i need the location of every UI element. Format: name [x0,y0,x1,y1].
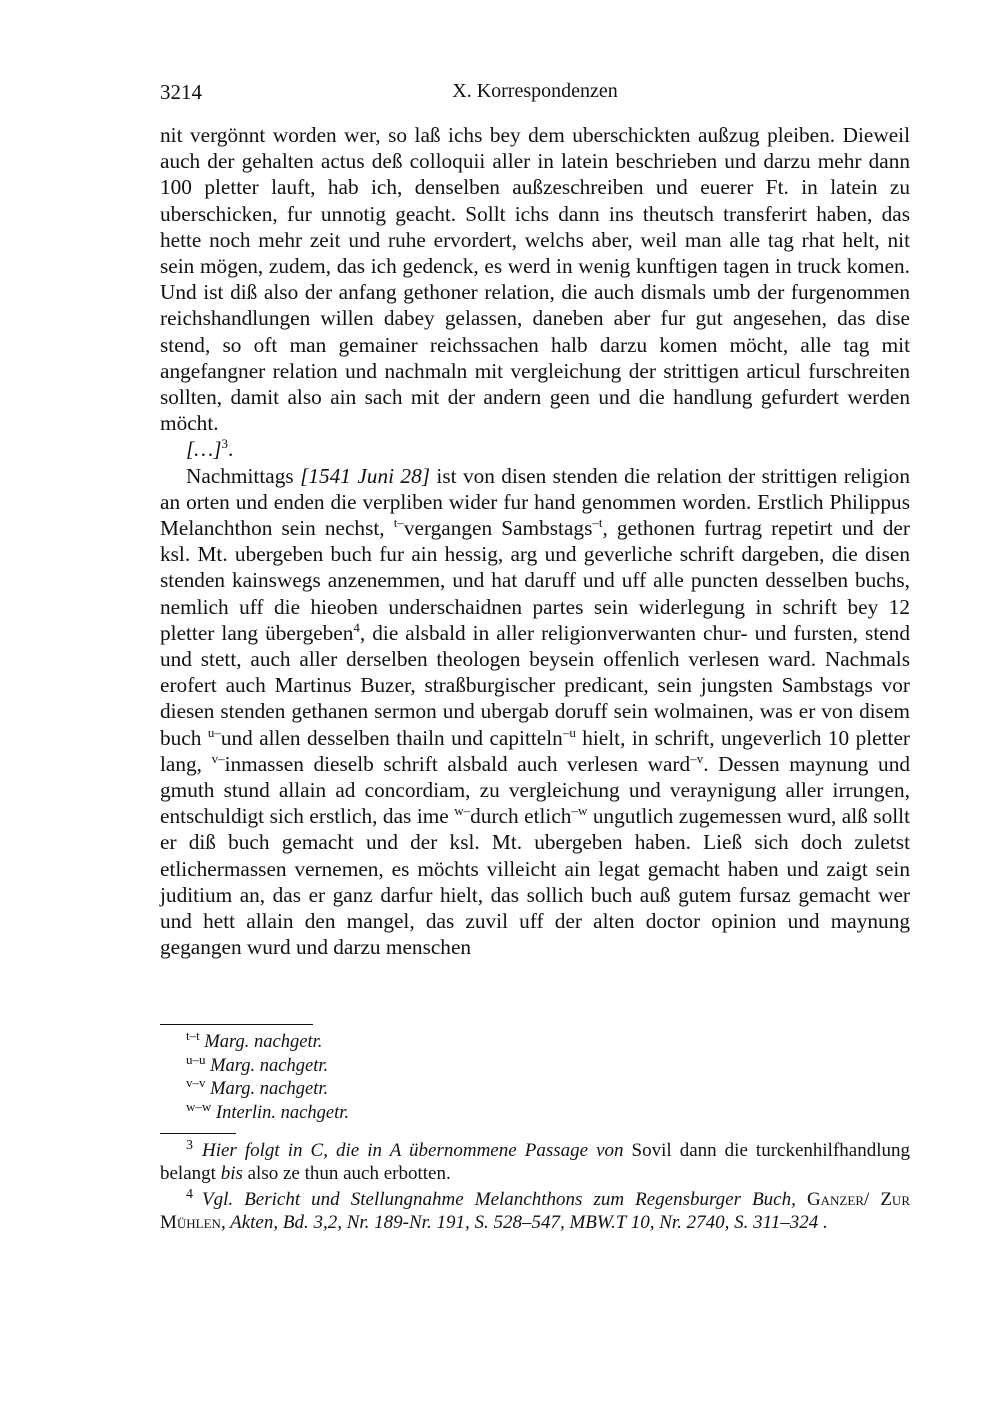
apparatus-entry [160,1075,910,1102]
apparatus-sigil: w–w [186,1098,212,1114]
apparatus-sigil: v–v [186,1075,206,1091]
sigil-t-open: t– [393,514,404,530]
sigil-v-close: –v [690,750,704,766]
paragraph-3 [160,463,910,961]
footnote-text: Hier folgt in C, die in A übernommene Passage von [202,1140,624,1161]
ellipsis-mark: […] [186,437,222,462]
date-insert: [1541 Juni 28] [300,463,431,488]
ellipsis-line [160,436,910,462]
footnote-number: 4 [186,1186,193,1202]
sigil-v-open: v– [211,750,225,766]
footnote-divider [160,1133,236,1134]
text-run: , gethonen furtrag repetirt und der ksl. Mt. ubergeben buch fur ain hessig, arg und geverliche schrift dargeben, die disen stenden kainswegs anzenemmen, und hat daruff und uff alle puncten desselben buchs, nemlich uff die hieoben underschaidnen partes sein widerlegung in schrift bey 12 pletter lang übergeben [160,516,910,645]
text-run: durch etlich [470,804,572,829]
apparatus-text: Marg. nachgetr. [210,1079,329,1100]
page-number: 3214 [160,80,202,104]
text-run: ungutlich zugemessen wurd, alß sollt er diß buch gemacht und der ksl. Mt. ubergeben haben. Ließ sich doch zuletst etlichermassen vernemen, es möchts villeicht ain legat gemacht haben und zaigt sein juditium an, das er ganz darfur hielt, das sollich buch auß gutem fursaz gemacht wer und hett allain den mangel, das zuvil uff der alten doctor opinion und maynung gegangen wurd und darzu menschen [160,804,910,960]
main-text [160,122,910,961]
text-run: Nachmittags [186,463,301,488]
sigil-t-close: –t [592,514,603,530]
sigil-w-close: –w [571,803,588,819]
text-run: . Dessen maynung und gmuth stund allain ad concordiam, zu vergleichung und veraynigung aller irrungen, entschuldigt sich erstlich, das ime [160,751,910,829]
footnote-number: 3 [186,1137,193,1153]
footnote-text: bis [220,1162,243,1184]
page-header [160,80,910,110]
footnote-4 [160,1186,910,1234]
apparatus-sigil: t–t [186,1027,200,1043]
text-run: , die alsbald in aller religionverwanten chur- und fursten, stend und stett, auch aller derselben theologen beysein offenlich verlesen ward. Nachmals erofert auch Martinus Buzer, straßburgischer predicant, sein jungsten Sambstags vor diesen stenden gethanen sermon und ubergab doruff sein wolmainen, was er von disem buch [160,620,910,750]
apparatus-entry [160,1027,910,1055]
running-title: X. Korrespondenzen [452,80,618,102]
footnote-text: also ze thun auch erbotten. [242,1162,451,1184]
footnote-ref-4[interactable]: 4 [353,619,360,635]
sigil-u-open: u– [207,724,221,740]
apparatus-entry [160,1098,910,1126]
paragraph-1: nit vergönnt worden wer, so laß ichs bey dem uberschickten außzug pleiben. Dieweil auch der gehalten actus deß colloquii aller in latein beschrieben und darzu mehr dann 100 pletter lauft, hab ich, denselben außzeschreiben und euerer Ft. in latein zu uberschicken, fur unnotig geacht. Sollt ichs dann ins theutsch transferirt haben, das hette noch mehr zeit und ruhe ervordert, welchs aber, weil man alle tag rhat helt, nit sein mögen, zudem, das ich gedenck, es werd in wenig kunftigen tagen in truck komen. Und ist diß also der anfang gethoner relation, die auch dismals umb der furgenommen reichshandlungen willen dabey gelassen, daneben aber fur gut angesehen, das dise stend, so oft man gemainer reichssachen halb darzu komen möcht, alle tag mit angefangner relation und nachmaln mit vergleichung der strittigen articul furschreiten sollten, damit also ain sach mit der andern geen und die handlung gefurdert werden möcht. [160,123,910,436]
ellipsis-period: . [228,437,234,462]
apparatus-entry [160,1051,910,1079]
text-run: und allen desselben thailn und capitteln [220,725,563,750]
apparatus-text: Marg. nachgetr. [210,1055,329,1076]
footnote-ref-3[interactable]: 3 [221,436,229,452]
apparatus-divider [160,1024,313,1025]
text-run: inmassen dieselb schrift alsbald auch verlesen ward [224,751,691,776]
apparatus-text: Interlin. nachgetr. [215,1102,349,1123]
footnote-3 [160,1137,911,1185]
text-run: vergangen Sambstags [403,516,593,541]
sigil-w-open: w– [454,803,471,819]
footnote-text: Sovil dann die turckenhilfhandlung belangt [160,1140,911,1184]
text-run: hielt, in schrift, ungeverlich 10 pletter lang, [160,725,910,776]
sigil-u-close: –u [562,724,576,740]
footnotes [160,1137,911,1238]
text-run: ist von disen stenden die relation der strittigen religion an orten und enden die verpliben wider fur hand genommen worden. Erstlich Philippus Melanchthon sein nechst, [160,463,910,541]
text-apparatus [160,1027,910,1125]
footnote-text: , Akten, Bd. 3,2, Nr. 189-Nr. 191, S. 528–547, MBW.T 10, Nr. 2740, S. 311–324 . [220,1211,828,1233]
apparatus-text: Marg. nachgetr. [204,1032,323,1052]
footnote-text: Vgl. Bericht und Stellungnahme Melanchthons zum Regensburger Buch, [202,1189,807,1211]
author-names: Ganzer/ Zur Mühlen [160,1189,910,1233]
apparatus-sigil: u–u [186,1051,206,1067]
